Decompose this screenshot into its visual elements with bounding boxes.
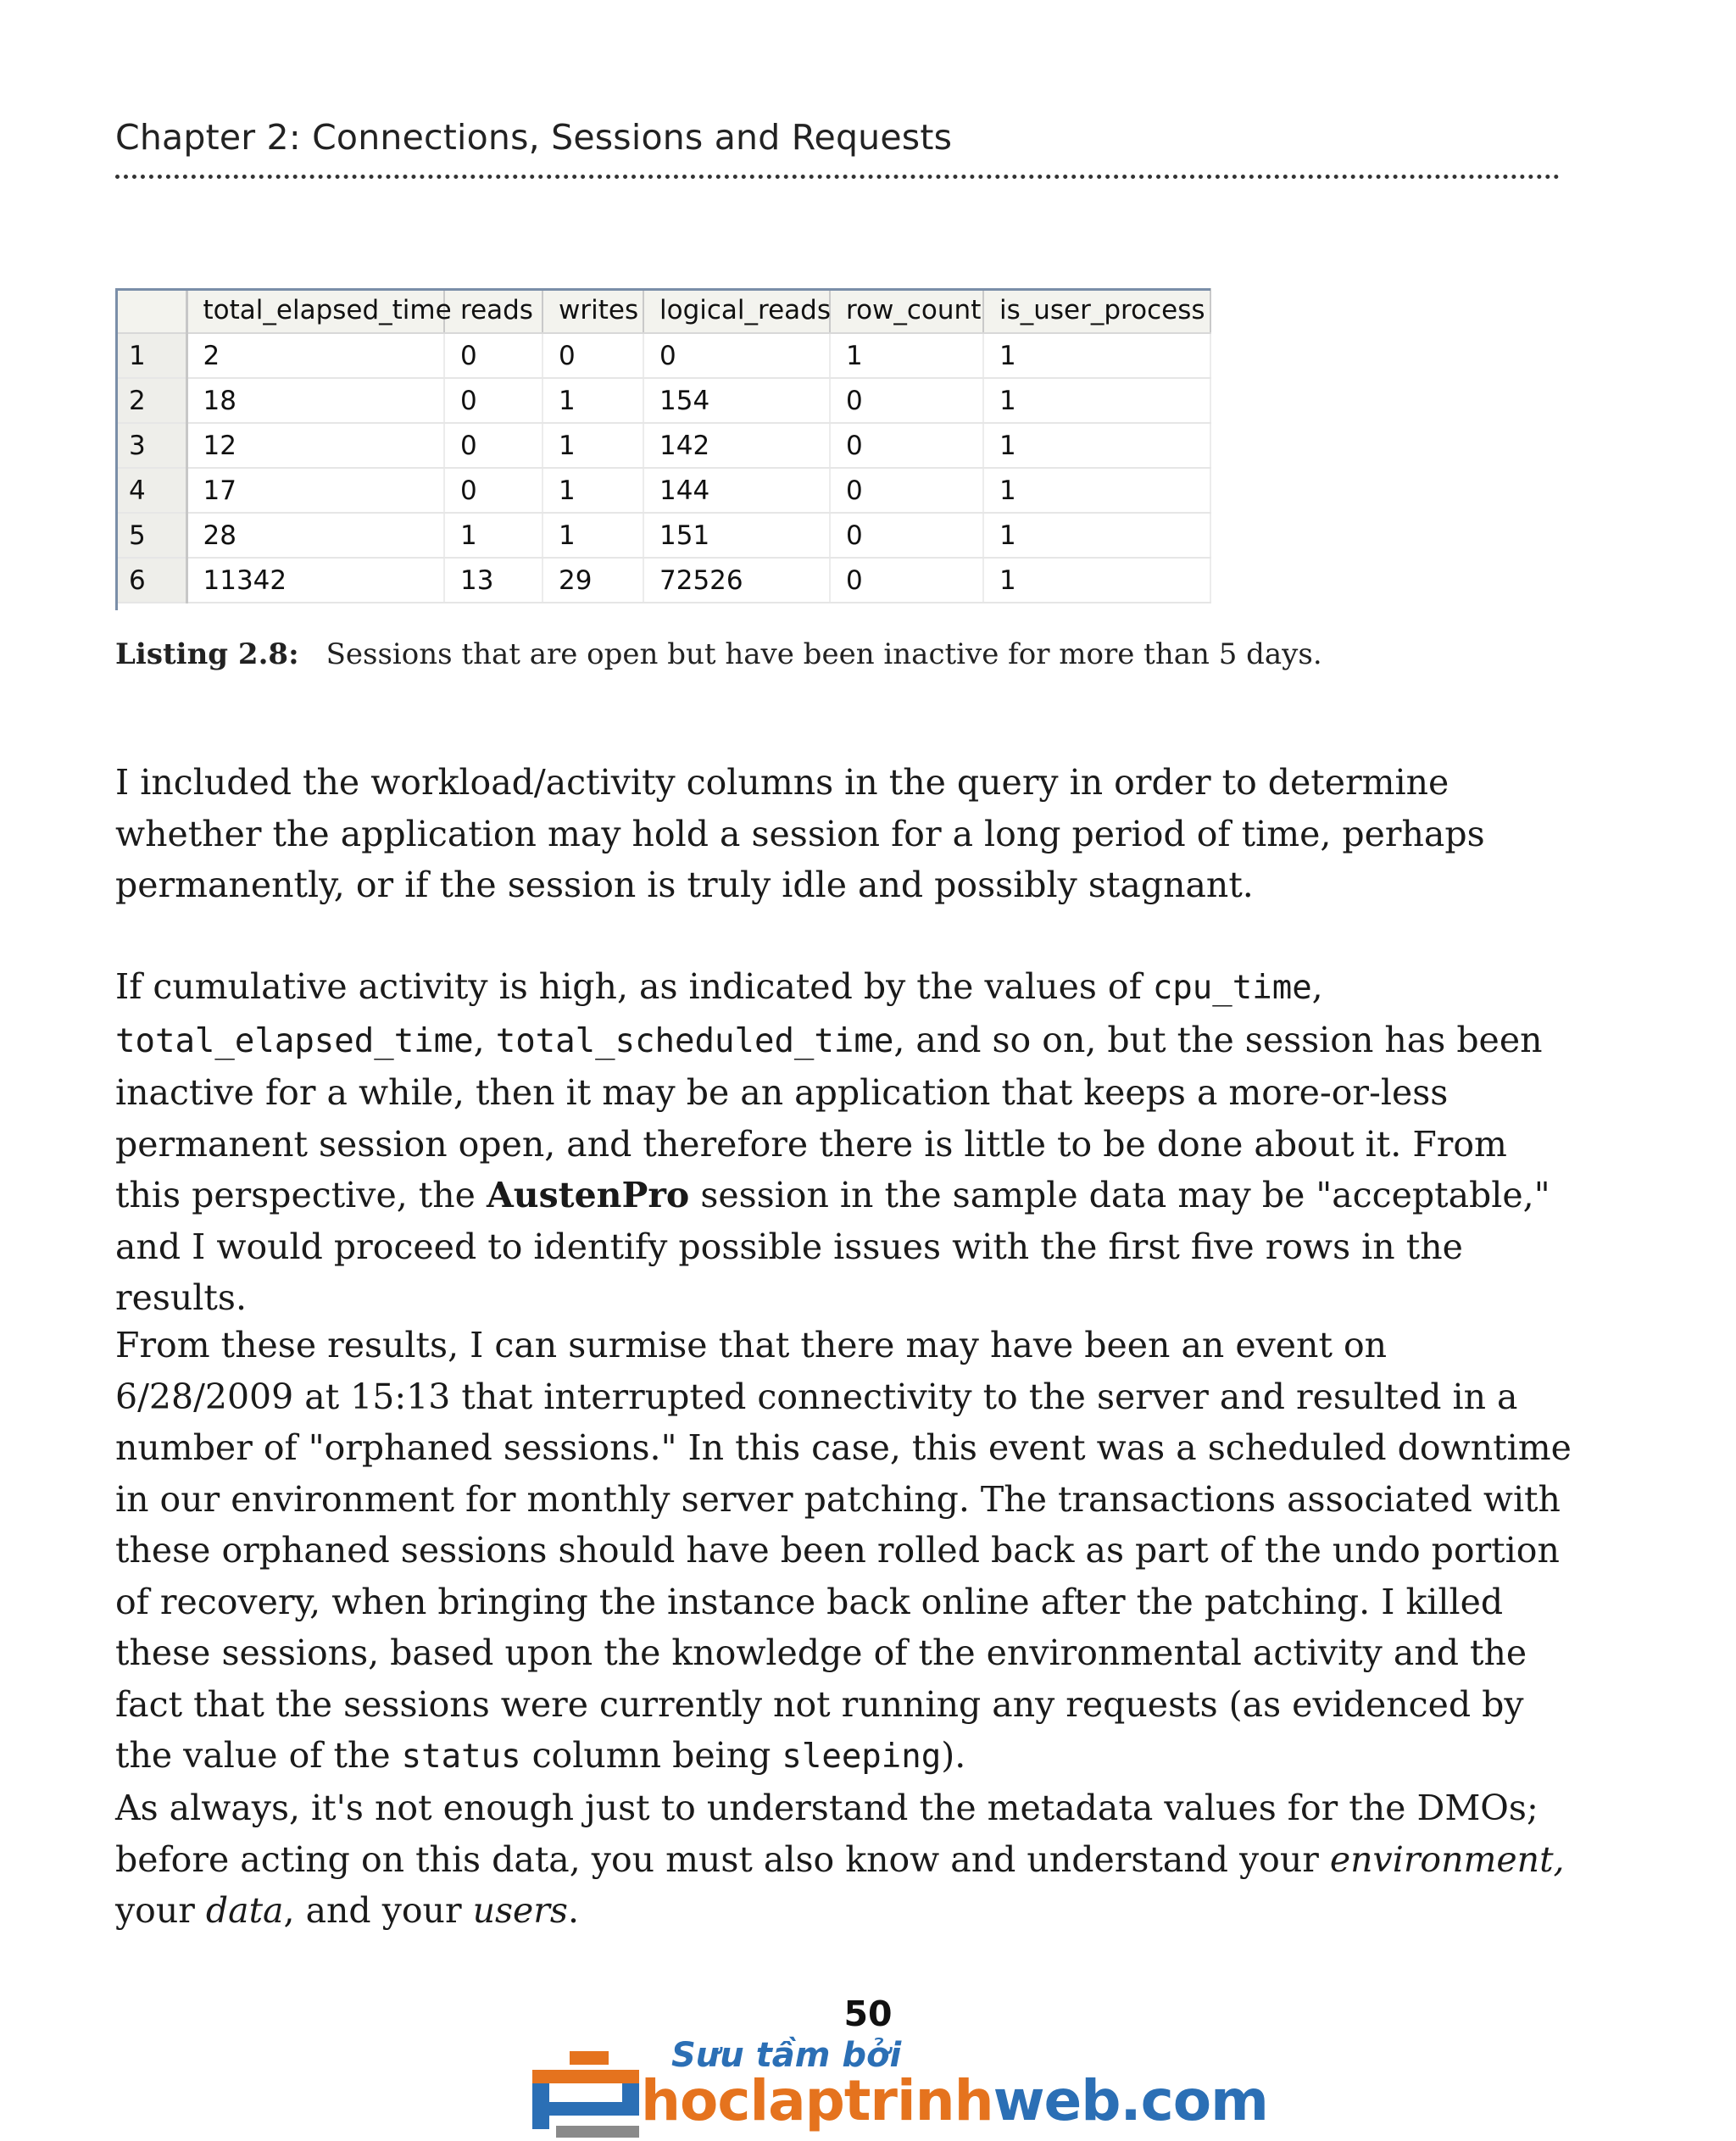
italic-term: data	[205, 1890, 284, 1931]
paragraph-text: As always, it's not enough just to understand the metadata values for the DMOs; before acting on this data, you must also know and understand your	[115, 1788, 1538, 1880]
grid-cell[interactable]: 12	[186, 423, 444, 468]
row-number-cell[interactable]: 3	[115, 423, 186, 468]
column-header[interactable]: is_user_process	[983, 288, 1210, 333]
grid-cell[interactable]: 11342	[186, 558, 444, 603]
grid-cell[interactable]: 0	[444, 378, 542, 423]
grid-cell[interactable]: 1	[542, 378, 643, 423]
listing-text: Sessions that are open but have been inactive for more than 5 days.	[326, 637, 1322, 671]
paragraph-text: If cumulative activity is high, as indicated by the values of	[115, 966, 1153, 1007]
chapter-header: Chapter 2: Connections, Sessions and Requests	[115, 117, 953, 158]
watermark-site	[641, 2068, 1268, 2133]
row-number-cell[interactable]: 6	[115, 558, 186, 603]
paragraph-text: your	[115, 1890, 206, 1931]
table-row	[115, 423, 1210, 468]
row-number-cell[interactable]: 2	[115, 378, 186, 423]
watermark-site-part1: hoclaptrinh	[641, 2068, 993, 2133]
code-term: total_elapsed_time	[115, 1021, 474, 1060]
grid-cell[interactable]: 29	[542, 558, 643, 603]
paragraph-2	[115, 961, 1573, 1324]
paragraph-text: ,	[473, 1019, 496, 1060]
grid-corner-cell	[115, 288, 186, 333]
paragraph-text: From these results, I can surmise that there may have been an event on 6/28/2009 at 15:13 that interrupted connectivity to the server and resulted in a number of "orphaned sessions." In this case, this event was a scheduled downtime in our environment for monthly server patching. The transactions associated with these orphaned sessions should have been rolled back as part of the undo portion of recovery, when bringing the instance back online after the patching. I killed these sessions, based upon the knowledge of the environmental activity and the fact that the sessions were currently not running any requests (as evidenced by the value of the	[115, 1325, 1572, 1776]
row-number-cell[interactable]: 1	[115, 333, 186, 378]
grid-cell[interactable]: 1	[830, 333, 983, 378]
grid-cell[interactable]: 0	[444, 333, 542, 378]
table-row	[115, 378, 1210, 423]
table-row	[115, 558, 1210, 603]
grid-cell[interactable]: 2	[186, 333, 444, 378]
column-header[interactable]: logical_reads	[643, 288, 830, 333]
grid-cell[interactable]: 1	[542, 513, 643, 558]
code-term: status	[401, 1738, 521, 1776]
grid-cell[interactable]: 18	[186, 378, 444, 423]
grid-cell[interactable]: 1	[983, 423, 1210, 468]
paragraph-text: , and your	[283, 1890, 473, 1931]
watermark-site-part2: web.com	[993, 2068, 1268, 2133]
code-term: cpu_time	[1152, 969, 1312, 1007]
watermark-tagline: Sưu tầm bởi	[671, 2036, 902, 2075]
header-rule	[115, 175, 1560, 179]
column-header[interactable]: total_elapsed_time	[186, 288, 444, 333]
grid-cell[interactable]: 1	[983, 378, 1210, 423]
grid-cell[interactable]: 1	[542, 468, 643, 513]
watermark	[526, 2034, 1268, 2141]
grid-cell[interactable]: 0	[830, 423, 983, 468]
grid-cell[interactable]: 1	[542, 423, 643, 468]
listing-caption	[115, 637, 1322, 671]
grid-cell[interactable]: 0	[830, 513, 983, 558]
grid-cell[interactable]: 0	[444, 468, 542, 513]
code-term: sleeping	[782, 1738, 942, 1776]
watermark-logo-icon	[532, 2051, 639, 2139]
italic-term: users	[472, 1890, 568, 1931]
italic-term: environment,	[1329, 1838, 1565, 1880]
paragraph-text: , and so on, but the session has been inactive for a while, then it may be an application that keeps a more-or-less permanent session open, and therefore there is little to be done about it. From this perspective, the	[115, 1019, 1543, 1215]
grid-cell[interactable]: 72526	[643, 558, 830, 603]
grid-cell[interactable]: 0	[542, 333, 643, 378]
grid-cell[interactable]: 28	[186, 513, 444, 558]
row-number-cell[interactable]: 5	[115, 513, 186, 558]
column-header[interactable]: row_count	[830, 288, 983, 333]
column-header[interactable]: reads	[444, 288, 542, 333]
grid-cell[interactable]: 1	[983, 513, 1210, 558]
grid-cell[interactable]: 13	[444, 558, 542, 603]
table-row	[115, 513, 1210, 558]
grid-header-row	[115, 288, 1210, 333]
grid-cell[interactable]: 0	[444, 423, 542, 468]
column-header[interactable]: writes	[542, 288, 643, 333]
paragraph-3	[115, 1320, 1573, 1783]
grid-cell[interactable]: 151	[643, 513, 830, 558]
paragraph-text: session in the sample data may be "acceptable," and I would proceed to identify possible issues with the first five rows in the results.	[115, 1175, 1550, 1318]
paragraph-text: ).	[941, 1735, 966, 1776]
grid-cell[interactable]: 1	[983, 558, 1210, 603]
results-grid	[115, 288, 1211, 603]
bold-term: AustenPro	[486, 1175, 690, 1215]
grid-cell[interactable]: 144	[643, 468, 830, 513]
paragraph-text: .	[567, 1890, 579, 1931]
table-row	[115, 333, 1210, 378]
grid-cell[interactable]: 0	[830, 558, 983, 603]
code-term: total_scheduled_time	[495, 1021, 894, 1060]
row-number-cell[interactable]: 4	[115, 468, 186, 513]
table-row	[115, 468, 1210, 513]
paragraph-text: ,	[1311, 966, 1323, 1007]
grid-cell[interactable]: 17	[186, 468, 444, 513]
grid-cell[interactable]: 1	[983, 333, 1210, 378]
grid-cell[interactable]: 0	[830, 378, 983, 423]
grid-cell[interactable]: 1	[444, 513, 542, 558]
paragraph-text: column being	[520, 1735, 782, 1776]
grid-cell[interactable]: 1	[983, 468, 1210, 513]
grid-cell[interactable]: 154	[643, 378, 830, 423]
listing-label: Listing 2.8:	[115, 637, 299, 671]
page-number: 50	[843, 1994, 893, 2034]
grid-cell[interactable]: 142	[643, 423, 830, 468]
grid-cell[interactable]: 0	[643, 333, 830, 378]
paragraph-4	[115, 1782, 1573, 1937]
grid-cell[interactable]: 0	[830, 468, 983, 513]
paragraph-1: I included the workload/activity columns in the query in order to determine whether the application may hold a session for a long period of time, perhaps permanently, or if the session is truly idle and possibly stagnant.	[115, 762, 1485, 905]
